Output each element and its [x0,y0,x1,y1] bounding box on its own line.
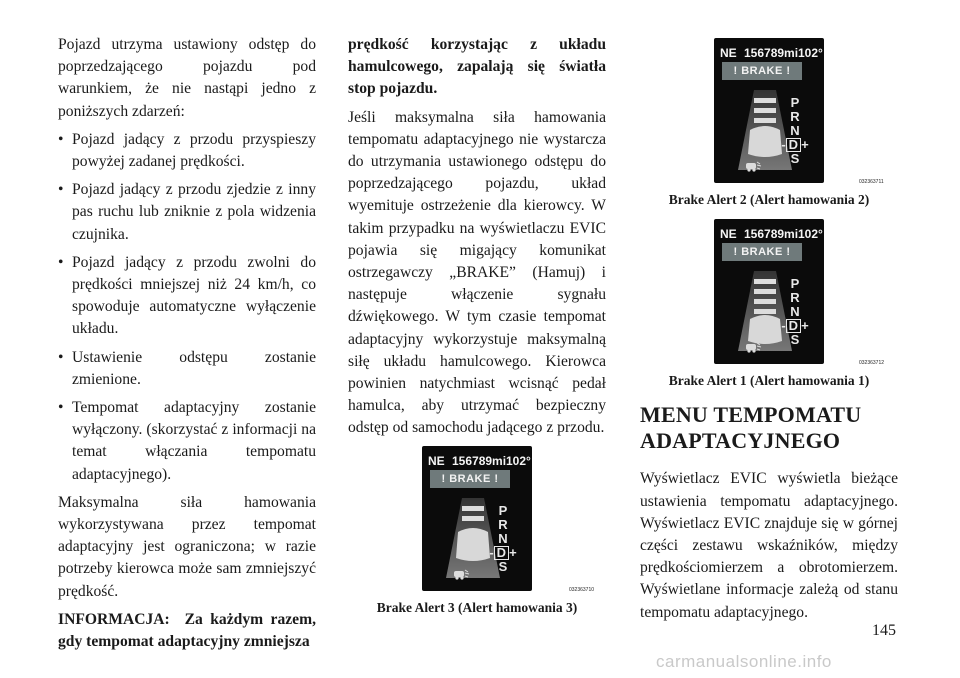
figure-caption: Brake Alert 2 (Alert hamowania 2) [668,192,870,207]
intro-paragraph: Pojazd utrzyma ustawiony odstęp do poprzedzającego pojazdu pod warunkiem, że nie nastąpi jedno z poniższych zdarzeń: [58,36,316,120]
figure-code: 032363712 [859,360,885,367]
gear-indicator: P R N - D + S [781,276,809,348]
evic-display [714,219,824,364]
compass-label: NE [720,46,737,60]
braking-paragraph: Maksymalna siła hamowania wykorzystywana przez tempomat adaptacyjny jest ograniczona; w razie potrzeby kierowca może sam zmniejszyć prędkość. [58,493,316,600]
acc-car-icon [744,159,762,173]
bullet-icon: • [58,181,64,199]
note-text-continued: prędkość korzystając z układu hamulcowego, zapalają się światła stop pojazdu. [348,36,606,98]
temperature-label: 102° [798,46,823,60]
note-text-start: Za każdym razem, gdy tempomat adaptacyjny zmniejsza [58,610,316,651]
section-heading: MENU TEMPOMATU ADAPTACYJNEGO [640,402,862,454]
figure-code: 032363711 [859,179,884,185]
figure-brake-alert-1 [640,219,898,392]
acc-car-icon [744,340,762,354]
evic-display [714,38,824,183]
figure-brake-alert-3 [348,446,606,619]
brake-warning-paragraph: Jeśli maksymalna siła hamowania tempomatu adaptacyjnego nie wystarcza do utrzymania ustawionego odstępu do poprzedzającego pojazdu, układ wyemituje ostrzeżenie dla kierowcy. W takim przypadku na wyświetlaczu EVIC pojawia się migający komunikat ostrzegawczy „BRAKE” (Hamuj) i następuje włączenie sygnału dźwiękowego. W tym czasie tempomat adaptacyjny wykorzystuje maksymalną siłę układu hamulcowego. Kierowca powinien natychmiast wcisnąć pedał hamulca, aby utrzymać bezpieczny odstęp od samochodu jadącego z przodu. [348,108,606,437]
acc-car-icon [452,567,470,581]
conditions-list [58,129,316,486]
list-item: • Ustawienie odstępu zostanie zmienione. [58,348,316,388]
list-item: • Pojazd jadący z przodu przyspieszy powyżej zadanej prędkości. [58,130,316,171]
list-item: • Pojazd jadący z przodu zwolni do prędkości mniejszej niż 24 km/h, co spowoduje automatyczne wyłączenie układu. [58,253,316,338]
temperature-label: 102° [798,227,823,242]
figure-code: 032363710 [569,586,595,593]
column-3 [640,38,898,630]
brake-alert-box: ! BRAKE ! [722,243,802,261]
page-number: 145 [872,622,896,639]
compass-label: NE [428,453,445,468]
figure-brake-alert-2 [640,38,898,211]
bullet-icon: • [58,399,64,417]
temperature-label: 102° [506,453,531,468]
evic-paragraph: Wyświetlacz EVIC wyświetla bieżące ustawienia tempomatu adaptacyjnego. Wyświetlacz EVIC znajduje się w górnej części zestawu wskaźników, między prędkościomierzem a obrotomierzem. Wyświetlane informacje zależą od stanu tempomatu adaptacyjnego. [640,470,898,621]
figure-caption: Brake Alert 1 (Alert hamowania 1) [668,373,870,389]
evic-display [422,446,532,591]
list-item: • Tempomat adaptacyjny zostanie wyłączony. (skorzystać z informacji na temat włączania tempomatu adaptacyjnego). [58,399,316,483]
watermark: carmanualsonline.info [656,652,832,671]
odometer-label: 156789mi [452,453,507,468]
note-label: INFORMACJA: [58,610,170,628]
odometer-label: 156789mi [744,227,799,242]
compass-label: NE [720,227,737,242]
figure-caption: Brake Alert 3 (Alert hamowania 3) [376,599,578,615]
column-2 [348,34,606,627]
note-paragraph [58,609,316,653]
brake-alert-box: ! BRAKE ! [722,62,802,80]
column-1 [58,34,316,659]
brake-alert-box: ! BRAKE ! [430,470,510,488]
bullet-icon: • [58,130,64,148]
gear-indicator: P R N - D + S [781,95,809,166]
gear-indicator: P R N - D + S [489,502,517,574]
list-item: • Pojazd jadący z przodu zjedzie z inny pas ruchu lub zniknie z pola widzenia czujnika. [58,181,316,243]
bullet-icon: • [58,253,64,271]
odometer-label: 156789mi [744,46,799,60]
bullet-icon: • [58,348,64,366]
